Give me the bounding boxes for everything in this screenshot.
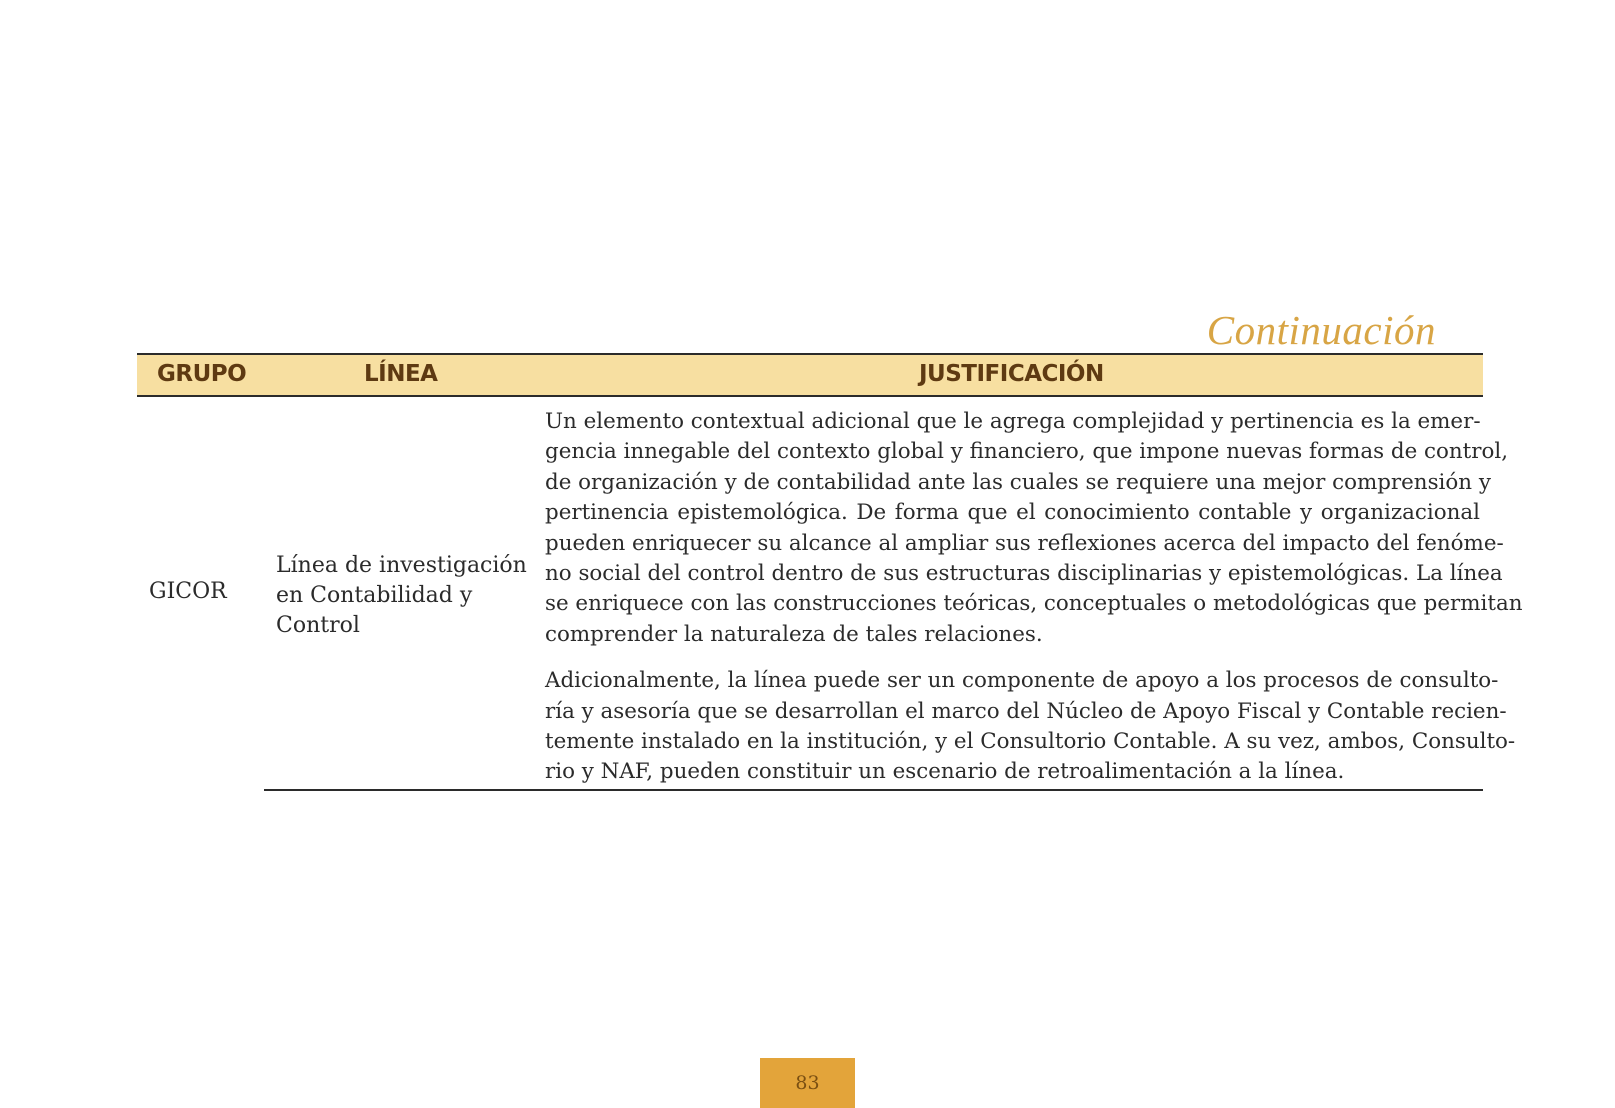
text-line: ría y asesoría que se desarrollan el marco del Núcleo de Apoyo Fiscal y Contable recien- xyxy=(545,698,1507,724)
justification-paragraph-1 xyxy=(545,407,1523,650)
text-line: pertinencia epistemológica. De forma que el conocimiento contable y organizacional xyxy=(545,500,1480,526)
text-line: rio y NAF, pueden constituir un escenario de retroalimentación a la línea. xyxy=(545,759,1345,785)
header-linea: LÍNEA xyxy=(364,361,438,387)
research-lines-table xyxy=(137,353,1523,791)
header-justificacion: JUSTIFICACIÓN xyxy=(919,361,1104,387)
continuation-label: Continuación xyxy=(1206,307,1436,353)
linea-line: en Contabilidad y xyxy=(276,583,473,608)
table-row xyxy=(137,397,1523,791)
text-line: comprender la naturaleza de tales relaciones. xyxy=(545,621,1043,647)
table-bottom-rule xyxy=(264,789,1483,791)
justification-paragraph-2 xyxy=(545,666,1516,788)
linea-line: Línea de investigación xyxy=(276,553,527,578)
cell-linea xyxy=(276,551,536,641)
text-line: gencia innegable del contexto global y financiero, que impone nuevas formas de control, xyxy=(545,439,1508,465)
page-number: 83 xyxy=(760,1058,855,1108)
header-grupo: GRUPO xyxy=(157,361,247,387)
text-line: no social del control dentro de sus estructuras disciplinarias y epistemológicas. La línea xyxy=(545,561,1503,587)
cell-justificacion xyxy=(545,407,1523,788)
cell-grupo: GICOR xyxy=(149,579,227,604)
text-line: temente instalado en la institución, y el Consultorio Contable. A su vez, ambos, Consulto- xyxy=(545,729,1516,755)
table-header xyxy=(137,353,1483,397)
text-line: pueden enriquecer su alcance al ampliar sus reflexiones acerca del impacto del fenóme- xyxy=(545,530,1504,556)
text-line: de organización y de contabilidad ante las cuales se requiere una mejor comprensión y xyxy=(545,469,1491,495)
text-line: Adicionalmente, la línea puede ser un componente de apoyo a los procesos de consulto- xyxy=(545,668,1499,694)
text-line: se enriquece con las construcciones teóricas, conceptuales o metodológicas que permitan xyxy=(545,591,1523,617)
text-line: Un elemento contextual adicional que le agrega complejidad y pertinencia es la emer- xyxy=(545,409,1481,434)
linea-line: Control xyxy=(276,613,360,638)
